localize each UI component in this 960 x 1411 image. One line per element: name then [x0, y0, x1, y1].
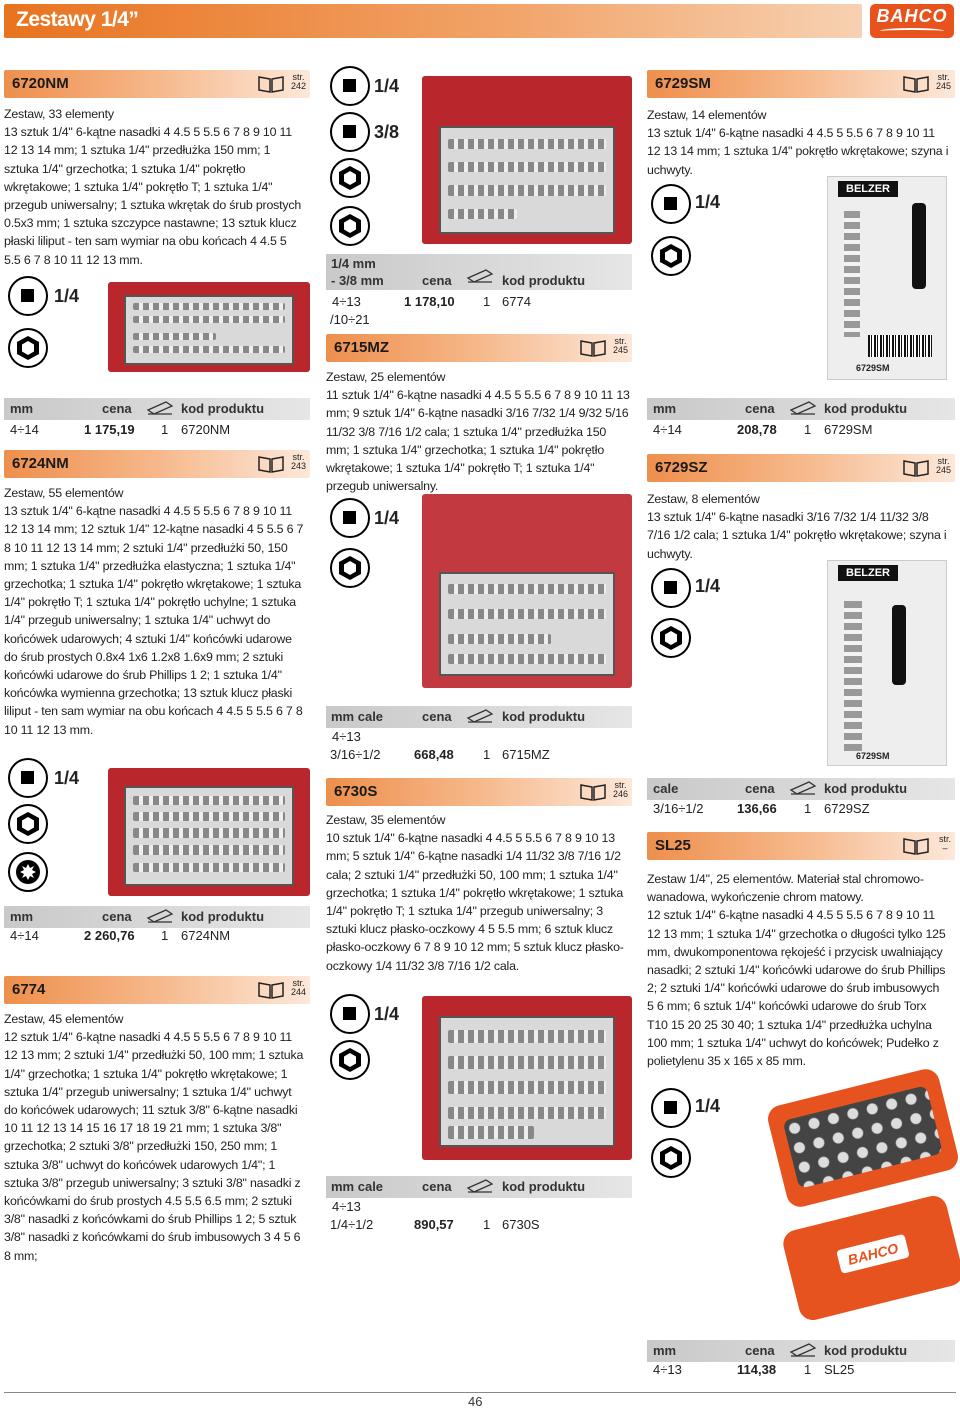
table-header: mm cena kod produktu [647, 398, 955, 420]
product-bar-6730S [326, 778, 632, 806]
product-code: 6724NM [12, 455, 69, 472]
product-kod: SL25 [824, 1362, 855, 1377]
square-drive-icon [651, 184, 691, 224]
product-code: SL25 [655, 837, 691, 854]
code-tag-icon [789, 400, 817, 416]
product-description: Zestaw, 35 elementów 10 sztuk 1/4" 6-kątne nasadki 4 4.5 5 5.5 6 7 8 9 10 13 mm; 5 sztuk 1/4" 6-kątne nasadki 1/4 11/32 3/8 7/16 1/2 cala; 2 sztuki 1/4" przedłużki 50, 100 mm; 1 sztuka 1/4" grzechotka; 1 sztuka 1/4" pokrętło wkrętakowe; 1 sztuka 1/4" pokrętło T; 1 sztuka 1/4" przegub uniwersalny; 3 sztuki klucz płasko-oczkowy 4 5 5.5 mm; 6 sztuk klucz płasko-oczkowy 6 7 8 9 10 12 mm; 5 sztuk klucz płasko-oczkowy 1/4 11/32 3/8 7/16 1/2 cala. [326, 813, 624, 973]
catalog-page-ref: str. 244 [290, 978, 306, 997]
table-header: mm cena kod produktu [647, 1340, 955, 1362]
quantity: 1 [483, 1217, 491, 1232]
catalog-book-icon [580, 339, 606, 357]
drive-size: 1/4 [374, 76, 400, 96]
price: 136,66 [737, 801, 777, 816]
square-drive-icon [8, 758, 48, 798]
product-code: 6715MZ [334, 339, 390, 356]
product-bar-SL25 [647, 832, 955, 860]
code-tag-icon [789, 1342, 817, 1358]
catalog-book-icon [258, 455, 284, 473]
table-header: 1/4 mm - 3/8 mm cena kod produktu [326, 254, 632, 290]
hex-socket-icon [330, 548, 370, 588]
drive-size: 1/4 [695, 192, 721, 212]
product-bar-6720NM [4, 70, 310, 98]
catalog-page-ref: str. 243 [290, 452, 306, 471]
product-photo-6774 [422, 76, 632, 244]
square-drive-icon [651, 1088, 691, 1128]
product-photo-6730S [422, 996, 632, 1160]
product-bar-6729SM [647, 70, 955, 98]
product-kod: 6730S [502, 1217, 540, 1232]
table-row-range2: 3/16÷1/2 [330, 747, 381, 762]
table-row: 4÷13 [332, 729, 361, 744]
drive-size-2: 3/8 [374, 122, 400, 142]
price: 2 260,76 [84, 928, 135, 943]
table-row: 4÷14 [653, 422, 682, 437]
twelve-point-socket-icon [8, 852, 48, 892]
quantity: 1 [161, 422, 169, 437]
product-description: Zestaw, 33 elementy 13 sztuk 1/4" 6-kątne nasadki 4 4.5 5 5.5 6 7 8 9 10 11 12 13 14 mm; 1 sztuka 1/4" przedłużka 150 mm; 1 sztuka 1/4" grzechotka; 1 sztuka 1/4" pokrętło wkrętakowe; 1 sztuka 1/4" pokrętło T; 1 sztuka 1/4" przegub uniwersalny; 1 sztuka wkrętak do śrub prostych 0.5x3 mm; 1 sztuka szczypce nastawne; 13 sztuk klucz płaski liliput - ten sam wymiar na obu końcach 4 4.5 5 5.5 6 7 8 10 11 12 13 mm. [4, 107, 302, 267]
product-photo-6729SZ: BELZER 6729SM [827, 560, 947, 766]
logo-swoosh [880, 28, 944, 34]
catalog-page-ref: str. 245 [935, 72, 951, 91]
hex-socket-icon [8, 804, 48, 844]
catalog-page-ref: str. 242 [290, 72, 306, 91]
table-header: mm cena kod produktu [4, 906, 310, 928]
catalog-book-icon [580, 783, 606, 801]
catalog-book-icon [258, 75, 284, 93]
table-row: 4÷13 [332, 294, 361, 309]
code-tag-icon [466, 708, 494, 724]
product-description: Zestaw, 25 elementów 11 sztuk 1/4" 6-kątne nasadki 4 4.5 5 5.5 6 7 8 9 10 11 13 mm; 9 sztuk 1/4" 6-kątne nasadki 3/16 7/32 1/4 9/32 5/16 11/32 3/8 7/16 1/2 cala; 1 sztuka 1/4" przedłużka 150 mm; 1 sztuka 1/4" grzechotka; 1 sztuka 1/4" pokrętło wkrętakowe; 1 sztuka 1/4" pokrętło T; 1 sztuka 1/4" przegub uniwersalny. [326, 370, 630, 494]
table-row: 4÷13 [332, 1199, 361, 1214]
product-bar-6774 [4, 976, 310, 1004]
price: 890,57 [414, 1217, 454, 1232]
price: 1 178,10 [404, 294, 455, 309]
page-title: Zestawy 1/4” [16, 8, 139, 31]
hex-socket-icon [651, 236, 691, 276]
product-description: Zestaw 1/4", 25 elementów. Materiał stal chromowo-wanadowa, wykończenie chrom matowy. 12 sztuk 1/4" 6-kątne nasadki 4 4.5 5 5.5 6 7 8 9 10 11 12 13 mm; 1 sztuka 1/4" grzechotka o długości tylko 125 mm, dwukomponentowa rękojeść i przycisk uwalniający nasadki; 2 sztuki 1/4" końcówki udarowe do śrub Phillips 2; 2 sztuki 1/4" końcówki udarowe do śrub imbusowych 5 6 mm; 6 sztuk 1/4" końcówki udarowe do śrub Torx T10 15 20 25 30 40; 1 sztuka 1/4" przedłużka uchylna 100 mm; 1 sztuka 1/4" uchwyt do końcówek; Pudełko z polietylenu 35 x 165 x 85 mm. [647, 872, 946, 1069]
catalog-book-icon [258, 981, 284, 999]
catalog-book-icon [903, 75, 929, 93]
product-bar-6715MZ [326, 334, 632, 362]
code-tag-icon [789, 780, 817, 796]
product-description: Zestaw, 8 elementów 13 sztuk 1/4" 6-kątne nasadki 3/16 7/32 1/4 11/32 3/8 7/16 1/2 cala; 1 sztuka 1/4" pokrętło wkrętakowe; szyna i uchwyty. [647, 492, 947, 561]
table-header: mm cale cena kod produktu [326, 706, 632, 728]
product-kod: 6729SZ [824, 801, 870, 816]
table-header: mm cena kod produktu [4, 398, 310, 420]
catalog-book-icon [903, 837, 929, 855]
product-photo-6724NM [108, 768, 310, 896]
table-header: mm cale cena kod produktu [326, 1176, 632, 1198]
price: 668,48 [414, 747, 454, 762]
product-kod: 6729SM [824, 422, 873, 437]
code-tag-icon [466, 1178, 494, 1194]
hex-socket-icon [651, 618, 691, 658]
drive-size: 1/4 [54, 286, 80, 306]
code-tag-icon [466, 268, 494, 284]
product-description: Zestaw, 45 elementów 12 sztuk 1/4" 6-kątne nasadki 4 4.5 5 5.5 6 7 8 9 10 11 12 13 mm; 2 sztuki 1/4" przedłużki 50, 100 mm; 1 sztuka 1/4" grzechotka; 1 sztuka 1/4" pokrętło wkrętakowe; 1 sztuka 1/4" przegub uniwersalny; 1 sztuka 1/4" uchwyt do końcówek udarowych; 11 sztuk 3/8" 6-kątne nasadki 10 11 12 13 14 15 16 17 18 19 21 mm; 1 sztuka 3/8" grzechotka; 2 sztuki 3/8" przedłużki 150, 250 mm; 1 sztuka 3/8" uchwyt do końcówek udarowych 1/4"; 1 sztuka 3/8" przegub uniwersalny; 3 sztuki 3/8" nasadki z końcówkami do śrub prostych 4.5 5.5 6.5 mm; 2 sztuki 3/8" nasadki z końcówkami do śrub Phillips 1 2; 5 sztuk 3/8" nasadki z końcówkami do śrub imbusowych 3 4 5 6 8 mm; [4, 1012, 304, 1263]
product-kod: 6724NM [181, 928, 231, 943]
price: 114,38 [737, 1362, 777, 1377]
product-photo-6729SM: BELZER 6729SM [827, 176, 947, 380]
bahco-logo: BAHCO [870, 4, 954, 38]
product-photo-6720NM [108, 282, 310, 372]
drive-size: 1/4 [374, 1004, 400, 1024]
product-photo-SL25-closed: BAHCO [780, 1193, 960, 1323]
square-drive-icon [330, 498, 370, 538]
footer-divider [4, 1392, 956, 1393]
square-drive-icon [651, 568, 691, 608]
drive-size: 1/4 [54, 768, 80, 788]
quantity: 1 [804, 1362, 812, 1377]
square-drive-icon [8, 276, 48, 316]
product-code: 6774 [12, 981, 46, 998]
drive-size: 1/4 [695, 1096, 721, 1116]
table-row: 3/16÷1/2 [653, 801, 704, 816]
catalog-page-ref: str. 245 [612, 336, 628, 355]
hex-socket-icon [651, 1138, 691, 1178]
product-bar-6724NM [4, 450, 310, 478]
square-drive-icon [330, 66, 370, 106]
square-drive-icon [330, 112, 370, 152]
quantity: 1 [483, 747, 491, 762]
product-photo-SL25-open [765, 1066, 960, 1209]
product-photo-6715MZ [422, 494, 632, 688]
price: 208,78 [737, 422, 777, 437]
table-row-range2: /10÷21 [330, 312, 370, 327]
catalog-page-ref: str. 246 [612, 780, 628, 799]
page-header [0, 0, 960, 44]
quantity: 1 [161, 928, 169, 943]
quantity: 1 [804, 801, 812, 816]
table-row: 4÷14 [10, 928, 39, 943]
quantity: 1 [483, 294, 491, 309]
page-number: 46 [468, 1394, 483, 1409]
product-bar-6729SZ [647, 454, 955, 482]
code-tag-icon [146, 908, 174, 924]
hex-socket-icon [8, 328, 48, 368]
product-kod: 6715MZ [502, 747, 550, 762]
product-code: 6720NM [12, 75, 69, 92]
product-kod: 6774 [502, 294, 531, 309]
product-description: Zestaw, 55 elementów 13 sztuk 1/4" 6-kątne nasadki 4 4.5 5 5.5 6 7 8 9 10 11 12 13 14 mm; 12 sztuk 1/4" 12-kątne nasadki 4 5 5.5 6 7 8 10 11 12 13 14 mm; 2 sztuki 1/4" przedłużki 50, 150 mm; 1 sztuka 1/4" przedłużka elastyczna; 1 sztuka 1/4" grzechotka; 1 sztuka 1/4" pokrętło wkrętakowe; 1 sztuka 1/4" pokrętło T; 1 sztuka 1/4" pokrętło uchylne; 1 sztuka 1/4" przegub uniwersalny; 1 sztuka 1/4" uchwyt do końcówek udarowych; 4 sztuki 1/4" końcówki udarowe do śrub prostych 0.8x4 1x6 1.2x8 1.6x9 mm; 2 sztuki końcówki udarowe do śrub Phillips 1 2; 1 sztuka 1/4" końcówka wymienna grzechotka; 13 sztuk klucz płaski liliput - ten sam wymiar na obu końcach 4 4.5 5 5.5 6 7 8 10 11 12 13 mm. [4, 486, 304, 737]
code-tag-icon [146, 400, 174, 416]
product-kod: 6720NM [181, 422, 231, 437]
table-row: 4÷14 [10, 422, 39, 437]
hex-socket-icon [330, 206, 370, 246]
hex-socket-icon [330, 1040, 370, 1080]
table-header: cale cena kod produktu [647, 778, 955, 800]
square-drive-icon [330, 994, 370, 1034]
product-code: 6730S [334, 783, 378, 800]
catalog-book-icon [903, 459, 929, 477]
product-code: 6729SZ [655, 459, 708, 476]
product-description: Zestaw, 14 elementów 13 sztuk 1/4" 6-kątne nasadki 4 4.5 5 5.5 6 7 8 9 10 11 12 13 14 mm; 1 sztuka 1/4" pokrętło wkrętakowe; szyna i uchwyty. [647, 108, 949, 177]
quantity: 1 [804, 422, 812, 437]
drive-size: 1/4 [695, 576, 721, 596]
hex-socket-icon [330, 158, 370, 198]
catalog-page-ref: str. 245 [935, 456, 951, 475]
product-code: 6729SM [655, 75, 711, 92]
drive-size: 1/4 [374, 508, 400, 528]
catalog-page-ref: str. – [938, 834, 951, 853]
table-row: 4÷13 [653, 1362, 682, 1377]
price: 1 175,19 [84, 422, 135, 437]
table-row-range2: 1/4÷1/2 [330, 1217, 374, 1232]
